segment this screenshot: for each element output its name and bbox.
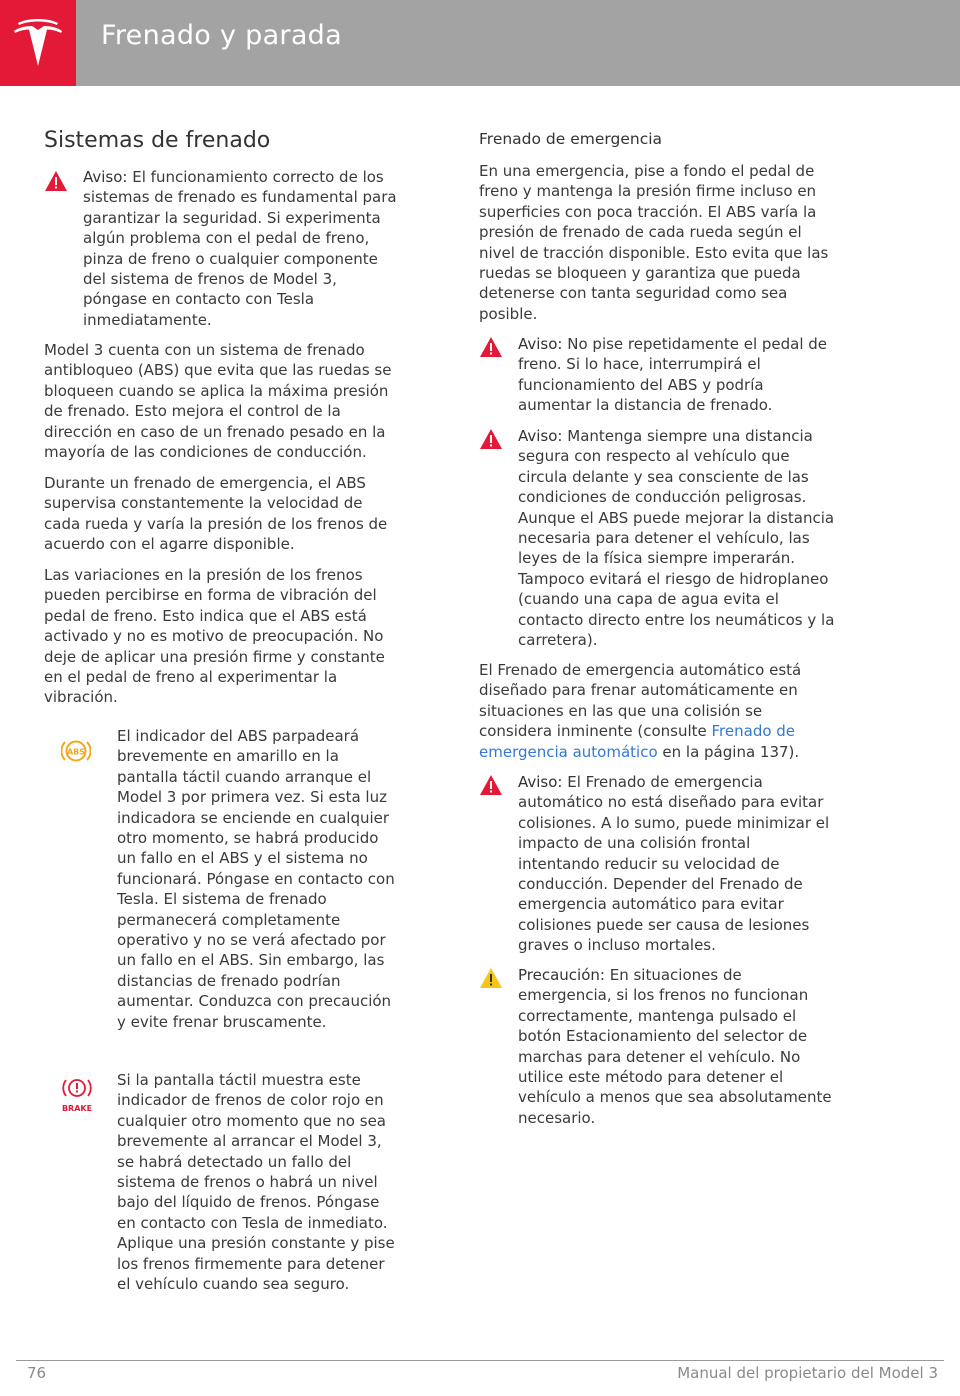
warning-label: Aviso: [518,427,563,445]
abs-note: El indicador del ABS parpadeará brevemente en amarillo en la pantalla táctil cuando arranque el Model 3 por primera vez. Si esta luz indicadora se enciende en cualquier otro momento, se habrá producido un fallo en el ABS y el sistema no funcionará. Póngase en contacto con Tesla. El sistema de frenado permanecerá completamente operativo y no se verá afectado por un fallo en el ABS. Sin embargo, las distancias de frenado podrían aumentar. Conduzca con precaución y evite frenar bruscamente. [117,727,395,1031]
aeb-link-continued[interactable]: emergencia automático [479,742,658,761]
chapter-title: Frenado y parada [101,20,342,51]
paragraph: Durante un frenado de emergencia, el ABS supervisa constantemente la velocidad de cada rueda y varía la presión de los frenos de acuerdo con el agarre disponible. [44,474,388,554]
section-title: Sistemas de frenado [44,128,271,153]
warning-note: Aviso: Mantenga siempre una distancia segura con respecto al vehículo que circula delante y sea consciente de las condiciones de conducción peligrosas. Aunque el ABS puede mejorar la distancia necesaria para detener el vehículo, las leyes de la física siempre imperarán. Tampoco evitará el riesgo de hidroplaneo (cuando una capa de agua evita el contacto directo entre los neumáticos y la carretera). [518,427,835,650]
tesla-logo-icon [12,16,64,70]
warning-label: Aviso: [518,773,563,791]
warning-note: Aviso: No pise repetidamente el pedal de freno. Si lo hace, interrumpirá el funcionamiento del ABS y podría aumentar la distancia de frenado. [518,335,828,415]
warning-icon [44,170,68,192]
caution-note: Precaución: En situaciones de emergencia, si los frenos no funcionan correctamente, mantenga pulsado el botón Estacionamiento del selector de marchas para detener el vehículo. No utilice este método para detener el vehículo a menos que sea absolutamente necesario. [518,966,832,1127]
abs-icon-text: ABS [66,747,86,757]
aeb-link[interactable]: Frenado de [711,722,796,741]
paragraph: En una emergencia, pise a fondo el pedal de freno y mantenga la presión firme incluso en superficies con poca tracción. El ABS varía la presión de frenado de cada rueda según el nivel de tracción disponible. Esto evita que las ruedas se bloqueen y garantiza que pueda detenerse con tanta seguridad como sea posible. [479,162,829,323]
warning-icon [479,428,503,450]
warning-note: Aviso: El funcionamiento correcto de los sistemas de frenado es fundamental para garantizar la seguridad. Si experimenta algún problema con el pedal de freno, pinza de freno o cualquier componente del sistema de frenos de Model 3, póngase en contacto con Tesla inmediatamente. [83,168,397,329]
warning-label: Aviso: [518,335,563,353]
paragraph: Model 3 cuenta con un sistema de frenado antibloqueo (ABS) que evita que las ruedas se bloqueen cuando se aplica la máxima presión de frenado. Esto mejora el control de la dirección en caso de un frenado pesado en la mayoría de las condiciones de conducción. [44,341,392,462]
warning-label: Aviso: [83,168,128,186]
paragraph: El Frenado de emergencia automático está diseñado para frenar automáticamente en situaciones en las que una colisión se considera inminente (consulte Frenado de emergencia automático en la página 137). [479,661,802,761]
page-number: 76 [27,1364,47,1382]
caution-label: Precaución: [518,966,605,984]
footer-divider [16,1360,944,1361]
paragraph: Las variaciones en la presión de los frenos pueden percibirse en forma de vibración del pedal de freno. Esto indica que el ABS está activado y no es motivo de preocupación. No deje de aplicar una presión firme y constante en el pedal de freno al experimentar la vibración. [44,566,385,707]
tesla-logo [0,0,76,86]
caution-icon [479,967,503,989]
manual-title: Manual del propietario del Model 3 [677,1364,938,1382]
warning-icon [479,336,503,358]
warning-icon [479,774,503,796]
warning-note: Aviso: El Frenado de emergencia automático no está diseñado para evitar colisiones. A lo sumo, puede minimizar el impacto de una colisión frontal intentando reducir su velocidad de conducción. Depender del Frenado de emergencia automático para evitar colisiones puede ser causa de lesiones graves o incluso mortales. [518,773,830,955]
page-header [0,0,960,86]
subsection-title: Frenado de emergencia [479,130,663,148]
abs-indicator-icon [61,737,91,765]
brake-indicator-icon [58,1075,96,1115]
brake-icon-text: BRAKE [61,1104,93,1113]
brake-note: Si la pantalla táctil muestra este indicador de frenos de color rojo en cualquier otro momento que no sea brevemente al arrancar el Model 3, se habrá detectado un fallo del sistema de frenos o habrá un nivel bajo del líquido de frenos. Póngase en contacto con Tesla de inmediato. Aplique una presión constante y pise los frenos firmemente para detener el vehículo cuando sea seguro. [117,1071,395,1294]
